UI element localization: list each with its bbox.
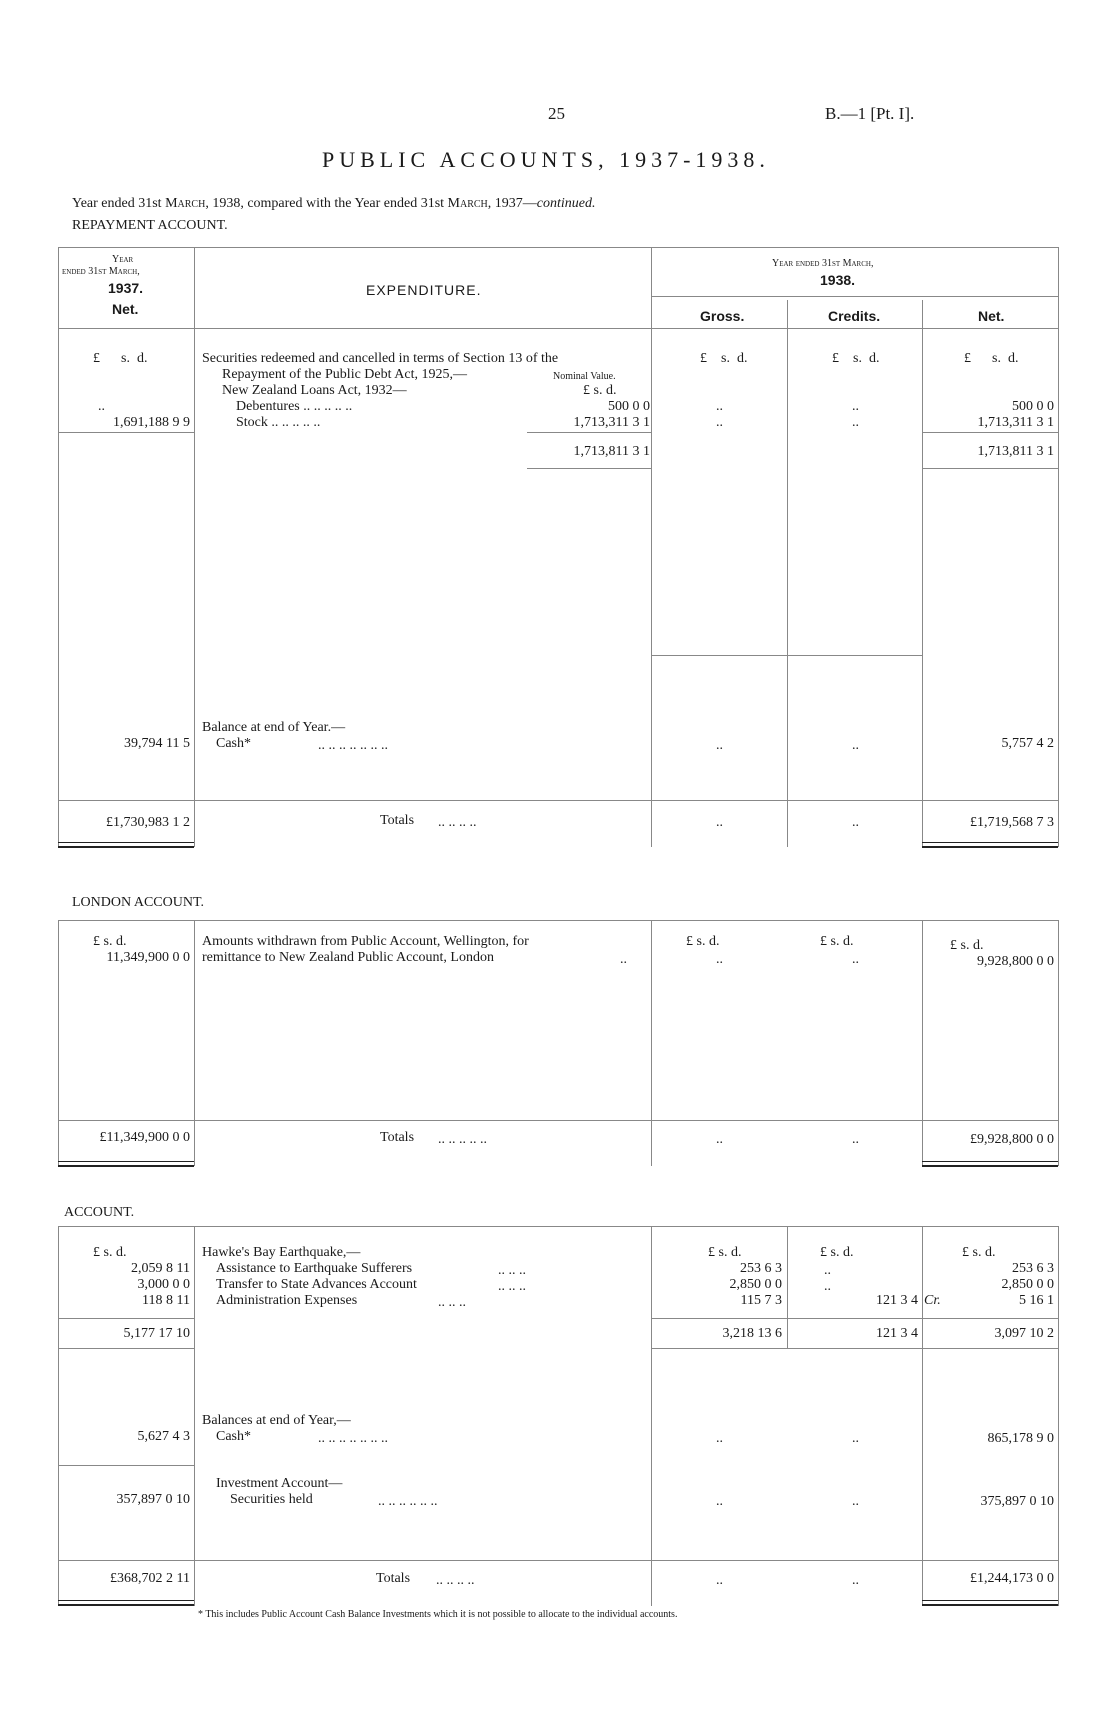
net-cash-value: 5,757 4 2 [1001, 736, 1054, 751]
net-header: Net. [978, 308, 1005, 324]
earthquake-item-3-dots: .. .. .. [438, 1295, 466, 1310]
london-description-dots: .. [620, 952, 627, 967]
account3-gross-securities-dots: .. [716, 1494, 723, 1509]
totals-leader-dots: .. .. .. .. [438, 815, 477, 830]
repayment-description-line-3: New Zealand Loans Act, 1932— [222, 383, 407, 398]
securities-held-label: Securities held [230, 1492, 313, 1507]
london-gross-lsd: £ s. d. [686, 934, 720, 949]
investment-account-label: Investment Account— [216, 1476, 343, 1491]
repayment-description-line-1: Securities redeemed and cancelled in terms of Section 13 of the [202, 351, 559, 366]
section-heading-london: LONDON ACCOUNT. [72, 895, 204, 910]
london-gross-dots: .. [716, 952, 723, 967]
account3-left-row-1: 2,059 8 11 [131, 1261, 190, 1276]
london-totals-dots: .. .. .. .. .. [438, 1132, 487, 1147]
earthquake-item-2-dots: .. .. .. [498, 1279, 526, 1294]
gross-cash-dots: .. [716, 738, 723, 753]
account3-totals-dots: .. .. .. .. [436, 1573, 475, 1588]
account3-credits-row-1: .. [824, 1263, 831, 1278]
nominal-lsd-label: £ s. d. [583, 383, 617, 398]
left-debentures-dots: .. [98, 399, 105, 414]
right-year-label: Year ended 31st March, [772, 258, 874, 269]
left-net-header: Net. [112, 301, 139, 317]
net-total-value: £1,719,568 7 3 [970, 815, 1054, 830]
left-total-value: £1,730,983 1 2 [106, 815, 190, 830]
securities-held-dots: .. .. .. .. .. .. [378, 1494, 438, 1509]
gross-lsd-label: £ s. d. [700, 351, 748, 366]
credits-stock-dots: .. [852, 415, 859, 430]
gross-debentures-dots: .. [716, 399, 723, 414]
account3-cash-label: Cash* [216, 1429, 251, 1444]
left-lsd-label: £ s. d. [93, 351, 148, 366]
document-reference: B.—1 [Pt. I]. [825, 104, 915, 123]
account3-net-row-3: 5 16 1 [1019, 1293, 1054, 1308]
stock-nominal-value: 1,713,311 3 1 [573, 415, 650, 430]
account3-net-row-1: 253 6 3 [1012, 1261, 1054, 1276]
london-credits-dots: .. [852, 952, 859, 967]
credits-total-dots: .. [852, 815, 859, 830]
credits-debentures-dots: .. [852, 399, 859, 414]
account3-gross-subtotal: 3,218 13 6 [722, 1326, 782, 1341]
account3-left-securities: 357,897 0 10 [116, 1492, 190, 1507]
account3-credits-total-dots: .. [852, 1573, 859, 1588]
account3-net-securities: 375,897 0 10 [980, 1494, 1054, 1509]
left-year-ended-label: ended 31st March, [62, 266, 140, 277]
gross-stock-dots: .. [716, 415, 723, 430]
nominal-value-header: Nominal Value. [553, 371, 616, 382]
account3-gross-row-1: 253 6 3 [740, 1261, 782, 1276]
cash-label: Cash* [216, 736, 251, 751]
earthquake-item-3: Administration Expenses [216, 1293, 358, 1308]
london-net-lsd: £ s. d. [950, 938, 984, 953]
gross-header: Gross. [700, 308, 745, 324]
debentures-label: Debentures .. .. .. .. .. [236, 399, 353, 414]
account3-balances-label: Balances at end of Year,— [202, 1413, 351, 1428]
earthquake-item-1: Assistance to Earthquake Sufferers [216, 1261, 413, 1276]
account3-left-cash: 5,627 4 3 [137, 1429, 190, 1444]
account3-left-lsd: £ s. d. [93, 1245, 127, 1260]
account3-totals-label: Totals [376, 1571, 411, 1586]
account3-gross-row-3: 115 7 3 [740, 1293, 782, 1308]
account3-gross-total-dots: .. [716, 1573, 723, 1588]
account3-credits-row-2: .. [824, 1279, 831, 1294]
net-subtotal-value: 1,713,811 3 1 [977, 444, 1054, 459]
london-left-total: £11,349,900 0 0 [99, 1130, 190, 1145]
net-stock-value: 1,713,311 3 1 [977, 415, 1054, 430]
account3-credits-cash-dots: .. [852, 1431, 859, 1446]
credits-lsd-label: £ s. d. [832, 351, 880, 366]
account3-credits-row-3: 121 3 4 [876, 1293, 918, 1308]
account3-net-lsd: £ s. d. [962, 1245, 996, 1260]
left-cash-value: 39,794 11 5 [124, 736, 190, 751]
gross-total-dots: .. [716, 815, 723, 830]
account3-gross-cash-dots: .. [716, 1431, 723, 1446]
london-gross-total-dots: .. [716, 1132, 723, 1147]
account3-gross-lsd: £ s. d. [708, 1245, 742, 1260]
london-left-value: 11,349,900 0 0 [106, 950, 190, 965]
account3-credits-securities-dots: .. [852, 1494, 859, 1509]
account3-gross-row-2: 2,850 0 0 [729, 1277, 782, 1292]
cash-leader-dots: .. .. .. .. .. .. .. [318, 738, 388, 753]
page-subtitle: Year ended 31st March, 1938, compared with the Year ended 31st March, 1937—continued. [72, 196, 596, 211]
earthquake-item-2: Transfer to State Advances Account [216, 1277, 417, 1292]
net-lsd-label: £ s. d. [964, 351, 1019, 366]
credits-cash-dots: .. [852, 738, 859, 753]
right-year-number: 1938. [820, 272, 856, 288]
earthquake-item-1-dots: .. .. .. [498, 1263, 526, 1278]
london-description-line-2: remittance to New Zealand Public Account, London [202, 950, 494, 965]
account3-left-subtotal: 5,177 17 10 [123, 1326, 190, 1341]
debentures-nominal-value: 500 0 0 [608, 399, 650, 414]
account3-left-row-3: 118 8 11 [142, 1293, 190, 1308]
london-left-lsd: £ s. d. [93, 934, 127, 949]
london-description-line-1: Amounts withdrawn from Public Account, Wellington, for [202, 934, 529, 949]
account3-left-total: £368,702 2 11 [110, 1571, 190, 1586]
account3-credits-subtotal: 121 3 4 [876, 1326, 918, 1341]
london-net-value: 9,928,800 0 0 [977, 954, 1054, 969]
account3-credits-lsd: £ s. d. [820, 1245, 854, 1260]
net-debentures-value: 500 0 0 [1012, 399, 1054, 414]
page-title: PUBLIC ACCOUNTS, 1937-1938. [322, 147, 770, 172]
totals-label: Totals [380, 813, 415, 828]
nominal-subtotal: 1,713,811 3 1 [573, 444, 650, 459]
account3-net-cash: 865,178 9 0 [987, 1431, 1054, 1446]
account3-net-subtotal: 3,097 10 2 [994, 1326, 1054, 1341]
account3-left-row-2: 3,000 0 0 [137, 1277, 190, 1292]
footnote: * This includes Public Account Cash Balance Investments which it is not possible to allocate to the individual accounts. [198, 1609, 678, 1620]
section-heading-account: ACCOUNT. [64, 1205, 135, 1220]
london-credits-total-dots: .. [852, 1132, 859, 1147]
earthquake-heading: Hawke's Bay Earthquake,— [202, 1245, 361, 1260]
balance-label: Balance at end of Year.— [202, 720, 346, 735]
london-credits-lsd: £ s. d. [820, 934, 854, 949]
account3-cash-dots: .. .. .. .. .. .. .. [318, 1431, 388, 1446]
section-heading-repayment: REPAYMENT ACCOUNT. [72, 218, 228, 233]
london-net-total: £9,928,800 0 0 [970, 1132, 1054, 1147]
expenditure-header: EXPENDITURE. [366, 282, 482, 298]
london-totals-label: Totals [380, 1130, 415, 1145]
left-year-label: Year [112, 254, 134, 265]
left-stock-value: 1,691,188 9 9 [113, 415, 190, 430]
stock-label: Stock .. .. .. .. .. [236, 415, 321, 430]
account3-net-row-2: 2,850 0 0 [1001, 1277, 1054, 1292]
account3-net-total: £1,244,173 0 0 [970, 1571, 1054, 1586]
credits-header: Credits. [828, 308, 881, 324]
account3-net-credit-marker: Cr. [924, 1293, 941, 1308]
left-year-number: 1937. [108, 280, 144, 296]
page-number: 25 [548, 104, 565, 123]
repayment-description-line-2: Repayment of the Public Debt Act, 1925,— [222, 367, 467, 382]
